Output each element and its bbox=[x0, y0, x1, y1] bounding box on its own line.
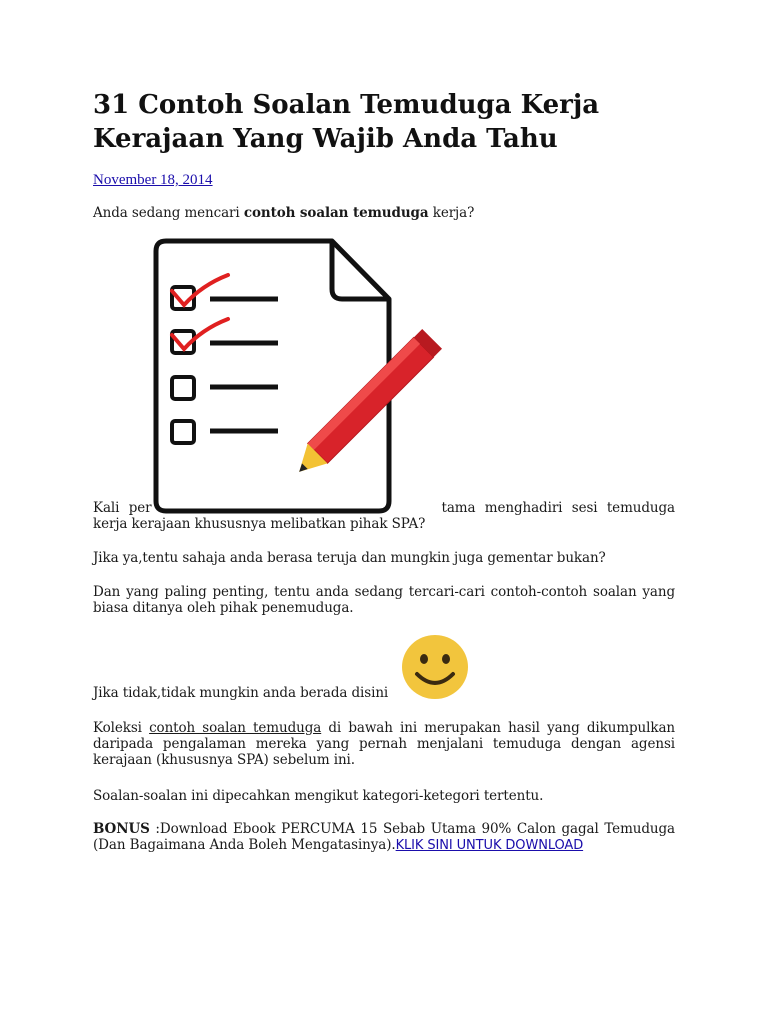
paragraph-first-time bbox=[93, 500, 675, 532]
page-title bbox=[93, 88, 653, 156]
post-date-link[interactable]: November 18, 2014 bbox=[93, 172, 213, 188]
smiley-face-icon bbox=[401, 634, 469, 700]
bonus-label: BONUS bbox=[93, 821, 150, 837]
intro-text-end: kerja? bbox=[428, 205, 475, 221]
p5-text-pre: Koleksi bbox=[93, 720, 150, 736]
paragraph-not-here: Jika tidak,tidak mungkin anda berada disini bbox=[93, 685, 389, 701]
title-line-1: 31 Contoh Soalan Temuduga Kerja bbox=[93, 90, 600, 120]
paragraph-important: Dan yang paling penting, tentu anda sedang tercari-cari contoh-contoh soalan yang biasa ditanya oleh pihak penemuduga. bbox=[93, 584, 675, 616]
collection-link[interactable]: contoh soalan temuduga bbox=[149, 720, 322, 736]
title-line-2: Kerajaan Yang Wajib Anda Tahu bbox=[93, 124, 558, 154]
checklist-with-pencil-icon bbox=[152, 237, 534, 515]
paragraph-excited: Jika ya,tentu sahaja anda berasa teruja dan mungkin juga gementar bukan? bbox=[93, 550, 606, 566]
download-link[interactable]: KLIK SINI UNTUK DOWNLOAD bbox=[395, 838, 584, 853]
intro-keyword: contoh soalan temuduga bbox=[243, 205, 429, 221]
intro-paragraph bbox=[93, 205, 675, 221]
intro-text: Anda sedang mencari bbox=[93, 205, 244, 221]
p5-text-post: di bawah ini merupakan hasil yang dikumpulkan daripada pengalaman mereka yang pernah menjalani temuduga dengan agensi kerajaan (khususnya SPA) sebelum ini. bbox=[93, 720, 675, 768]
paragraph-categories: Soalan-soalan ini dipecahkan mengikut kategori-ketegori tertentu. bbox=[93, 788, 544, 804]
bonus-text: :Download Ebook PERCUMA 15 Sebab Utama 90% Calon gagal Temuduga (Dan Bagaimana Anda Boleh Mengatasinya). bbox=[93, 821, 675, 853]
p1-text-a: Kali per bbox=[93, 500, 152, 516]
p1-text-b: tama menghadiri sesi temuduga kerja kerajaan khususnya melibatkan pihak SPA? bbox=[93, 500, 675, 532]
paragraph-collection bbox=[93, 720, 675, 768]
paragraph-bonus bbox=[93, 821, 675, 854]
